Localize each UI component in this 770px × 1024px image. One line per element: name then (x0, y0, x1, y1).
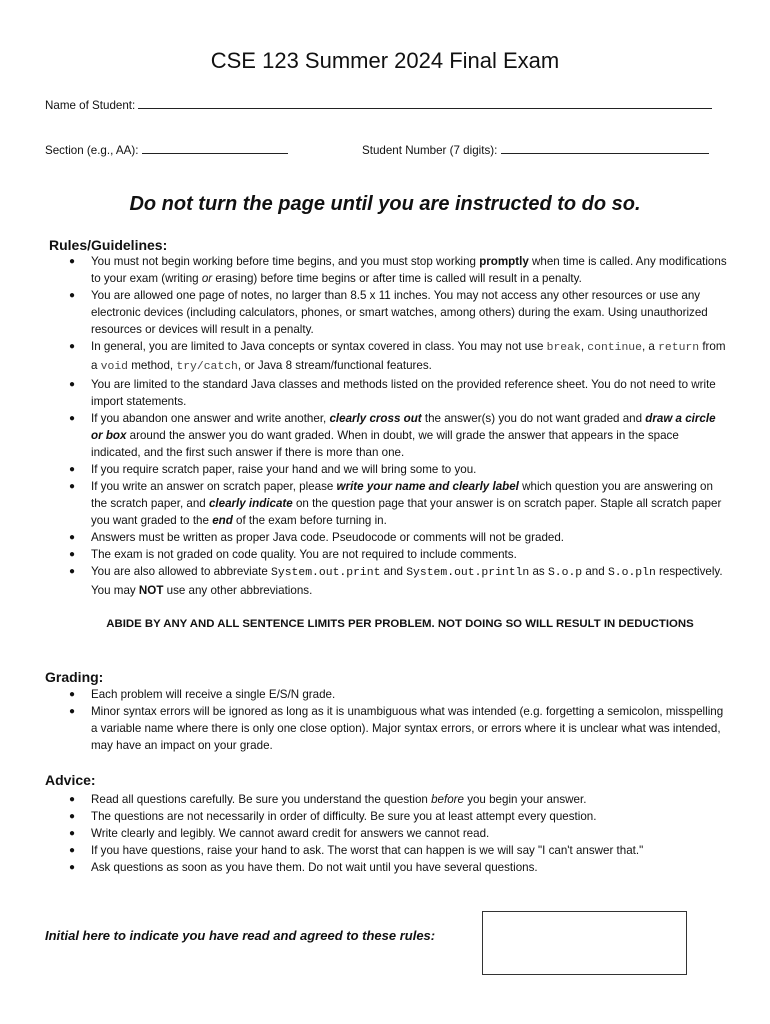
initial-label: Initial here to indicate you have read and agreed to these rules: (45, 928, 436, 943)
rules-item-text: the answer(s) you do not want graded and (421, 412, 646, 425)
rules-item-text: use any other abbreviations. (163, 584, 313, 597)
advice-list (69, 791, 729, 876)
rules-item-text: return (658, 342, 700, 354)
rules-item-text: S.o.p (547, 567, 583, 579)
rules-item-text: The exam is not graded on code quality. You are not required to include comments. (91, 548, 517, 561)
rules-item-text: If you abandon one answer and write another, (91, 412, 330, 425)
rules-item (69, 563, 729, 599)
advice-item-text: before (431, 793, 464, 806)
exam-title: CSE 123 Summer 2024 Final Exam (210, 48, 560, 73)
rules-item-text: or (201, 272, 213, 285)
rules-item-text: NOT (138, 584, 164, 597)
rules-item-text: and (582, 565, 608, 578)
rules-item-text: void (100, 361, 129, 373)
bullet-icon: ● (69, 290, 76, 301)
advice-item (69, 808, 729, 825)
section-row (45, 142, 288, 158)
rules-item-text: draw a circle or box (91, 412, 716, 442)
rules-item-text: continue (587, 342, 642, 354)
rules-item (69, 461, 729, 478)
student-number-row (362, 142, 709, 158)
rules-item (69, 253, 729, 287)
rules-item-text: try/catch (176, 361, 238, 373)
bullet-icon: ● (69, 794, 76, 805)
student-number-label: Student Number (7 digits): (362, 144, 498, 157)
rules-item-text: System.out.print (271, 567, 381, 579)
bullet-icon: ● (69, 532, 76, 543)
rules-item (69, 546, 729, 563)
grading-list (69, 686, 729, 754)
advice-item-text: Read all questions carefully. Be sure you understand the question (91, 793, 432, 806)
advice-item (69, 825, 729, 842)
advice-item-text: you begin your answer. (463, 793, 587, 806)
rules-item-text: around the answer you do want graded. When in doubt, we will grade the answer that appears in the space indicated, and the first such answer if there is more than one. (91, 429, 679, 459)
rules-item (69, 529, 729, 546)
rules-item-text: which question you are answering on the scratch paper, and (91, 480, 713, 510)
rules-heading: Rules/Guidelines: (49, 237, 168, 253)
rules-item-text: If you require scratch paper, raise your hand and we will bring some to you. (91, 463, 477, 476)
advice-item (69, 842, 729, 859)
grading-item-text: Minor syntax errors will be ignored as long as it is unambiguous what was intended (e.g. forgetting a semicolon, misspelling a variable name where there is only one close option). Major syntax errors, or errors where it is unclear what was intended, may have an impact on your grade. (91, 705, 724, 752)
rules-item-text: clearly cross out (329, 412, 422, 425)
section-blank[interactable] (142, 142, 288, 154)
rules-item (69, 478, 729, 529)
rules-item-text: method, (128, 359, 177, 372)
advice-item (69, 859, 729, 876)
rules-item-text: end (212, 514, 233, 527)
student-name-row (45, 97, 712, 113)
grading-item-text: Each problem will receive a single E/S/N grade. (91, 688, 336, 701)
rules-item-text: and (380, 565, 407, 578)
rules-item-text: break (546, 342, 581, 354)
rules-item-text: S.o.pln (607, 567, 656, 579)
student-number-blank[interactable] (501, 142, 709, 154)
bullet-icon: ● (69, 706, 76, 717)
advice-item-text: If you have questions, raise your hand to ask. The worst that can happen is we will say "I can't answer that." (91, 844, 644, 857)
student-name-blank[interactable] (138, 97, 712, 109)
rules-item-text: Answers must be written as proper Java code. Pseudocode or comments will not be graded. (91, 531, 565, 544)
bullet-icon: ● (69, 828, 76, 839)
rules-item-text: promptly (479, 255, 529, 268)
rules-item-text: on the question page that your answer is on scratch paper. Staple all scratch paper you want graded to the (91, 497, 722, 527)
bullet-icon: ● (69, 689, 76, 700)
bullet-icon: ● (69, 845, 76, 856)
rules-item-text: You must not begin working before time begins, and you must stop working (91, 255, 480, 268)
grading-item (69, 703, 729, 754)
bullet-icon: ● (69, 481, 76, 492)
bullet-icon: ● (69, 413, 76, 424)
bullet-icon: ● (69, 464, 76, 475)
rules-item-text: , a (641, 340, 659, 353)
rules-item-text: write your name and clearly label (336, 480, 519, 493)
rules-item-text: If you write an answer on scratch paper, please (91, 480, 337, 493)
advice-heading: Advice: (45, 772, 96, 788)
bullet-icon: ● (69, 566, 76, 577)
bullet-icon: ● (69, 256, 76, 267)
rules-item (69, 287, 729, 338)
rules-item-text: , (580, 340, 588, 353)
bullet-icon: ● (69, 341, 76, 352)
rules-item-text: You are limited to the standard Java classes and methods listed on the provided reference sheet. You do not need to write import statements. (91, 378, 716, 408)
bullet-icon: ● (69, 379, 76, 390)
section-label: Section (e.g., AA): (45, 144, 139, 157)
grading-item (69, 686, 729, 703)
bullet-icon: ● (69, 811, 76, 822)
rules-item-text: erasing) before time begins or after time is called will result in a penalty. (212, 272, 582, 285)
rules-item-text: , or Java 8 stream/functional features. (237, 359, 432, 372)
abide-notice: ABIDE BY ANY AND ALL SENTENCE LIMITS PER PROBLEM. NOT DOING SO WILL RESULT IN DEDUCTIONS (106, 618, 694, 630)
rules-item-text: clearly indicate (208, 497, 293, 510)
rules-item-text: System.out.println (406, 567, 530, 579)
rules-item (69, 376, 729, 410)
rules-item-text: You are allowed one page of notes, no larger than 8.5 x 11 inches. You may not access any other resources or use any electronic devices (including calculators, phones, or smart watches, among others) during the exam. Using unauthorized resources or devices will result in a penalty. (91, 289, 708, 336)
initial-box[interactable] (482, 911, 687, 975)
rules-item-text: when time is called. Any modifications to your exam (writing (91, 255, 727, 285)
rules-item (69, 338, 729, 376)
rules-item (69, 410, 729, 461)
rules-item-text: of the exam before turning in. (232, 514, 387, 527)
rules-item-text: In general, you are limited to Java concepts or syntax covered in class. You may not use (91, 340, 547, 353)
rules-item-text: from a (91, 340, 726, 372)
advice-item-text: Write clearly and legibly. We cannot award credit for answers we cannot read. (91, 827, 490, 840)
rules-item-text: as (529, 565, 548, 578)
bullet-icon: ● (69, 862, 76, 873)
advice-item-text: Ask questions as soon as you have them. Do not wait until you have several questions. (91, 861, 538, 874)
grading-heading: Grading: (45, 669, 104, 685)
bullet-icon: ● (69, 549, 76, 560)
rules-list (69, 253, 729, 599)
student-name-label: Name of Student: (45, 99, 136, 112)
do-not-turn-warning: Do not turn the page until you are instructed to do so. (129, 193, 641, 215)
advice-item-text: The questions are not necessarily in order of difficulty. Be sure you at least attempt every question. (91, 810, 597, 823)
advice-item (69, 791, 729, 808)
rules-item-text: You are also allowed to abbreviate (91, 565, 272, 578)
rules-item-text: respectively. You may (91, 565, 723, 597)
